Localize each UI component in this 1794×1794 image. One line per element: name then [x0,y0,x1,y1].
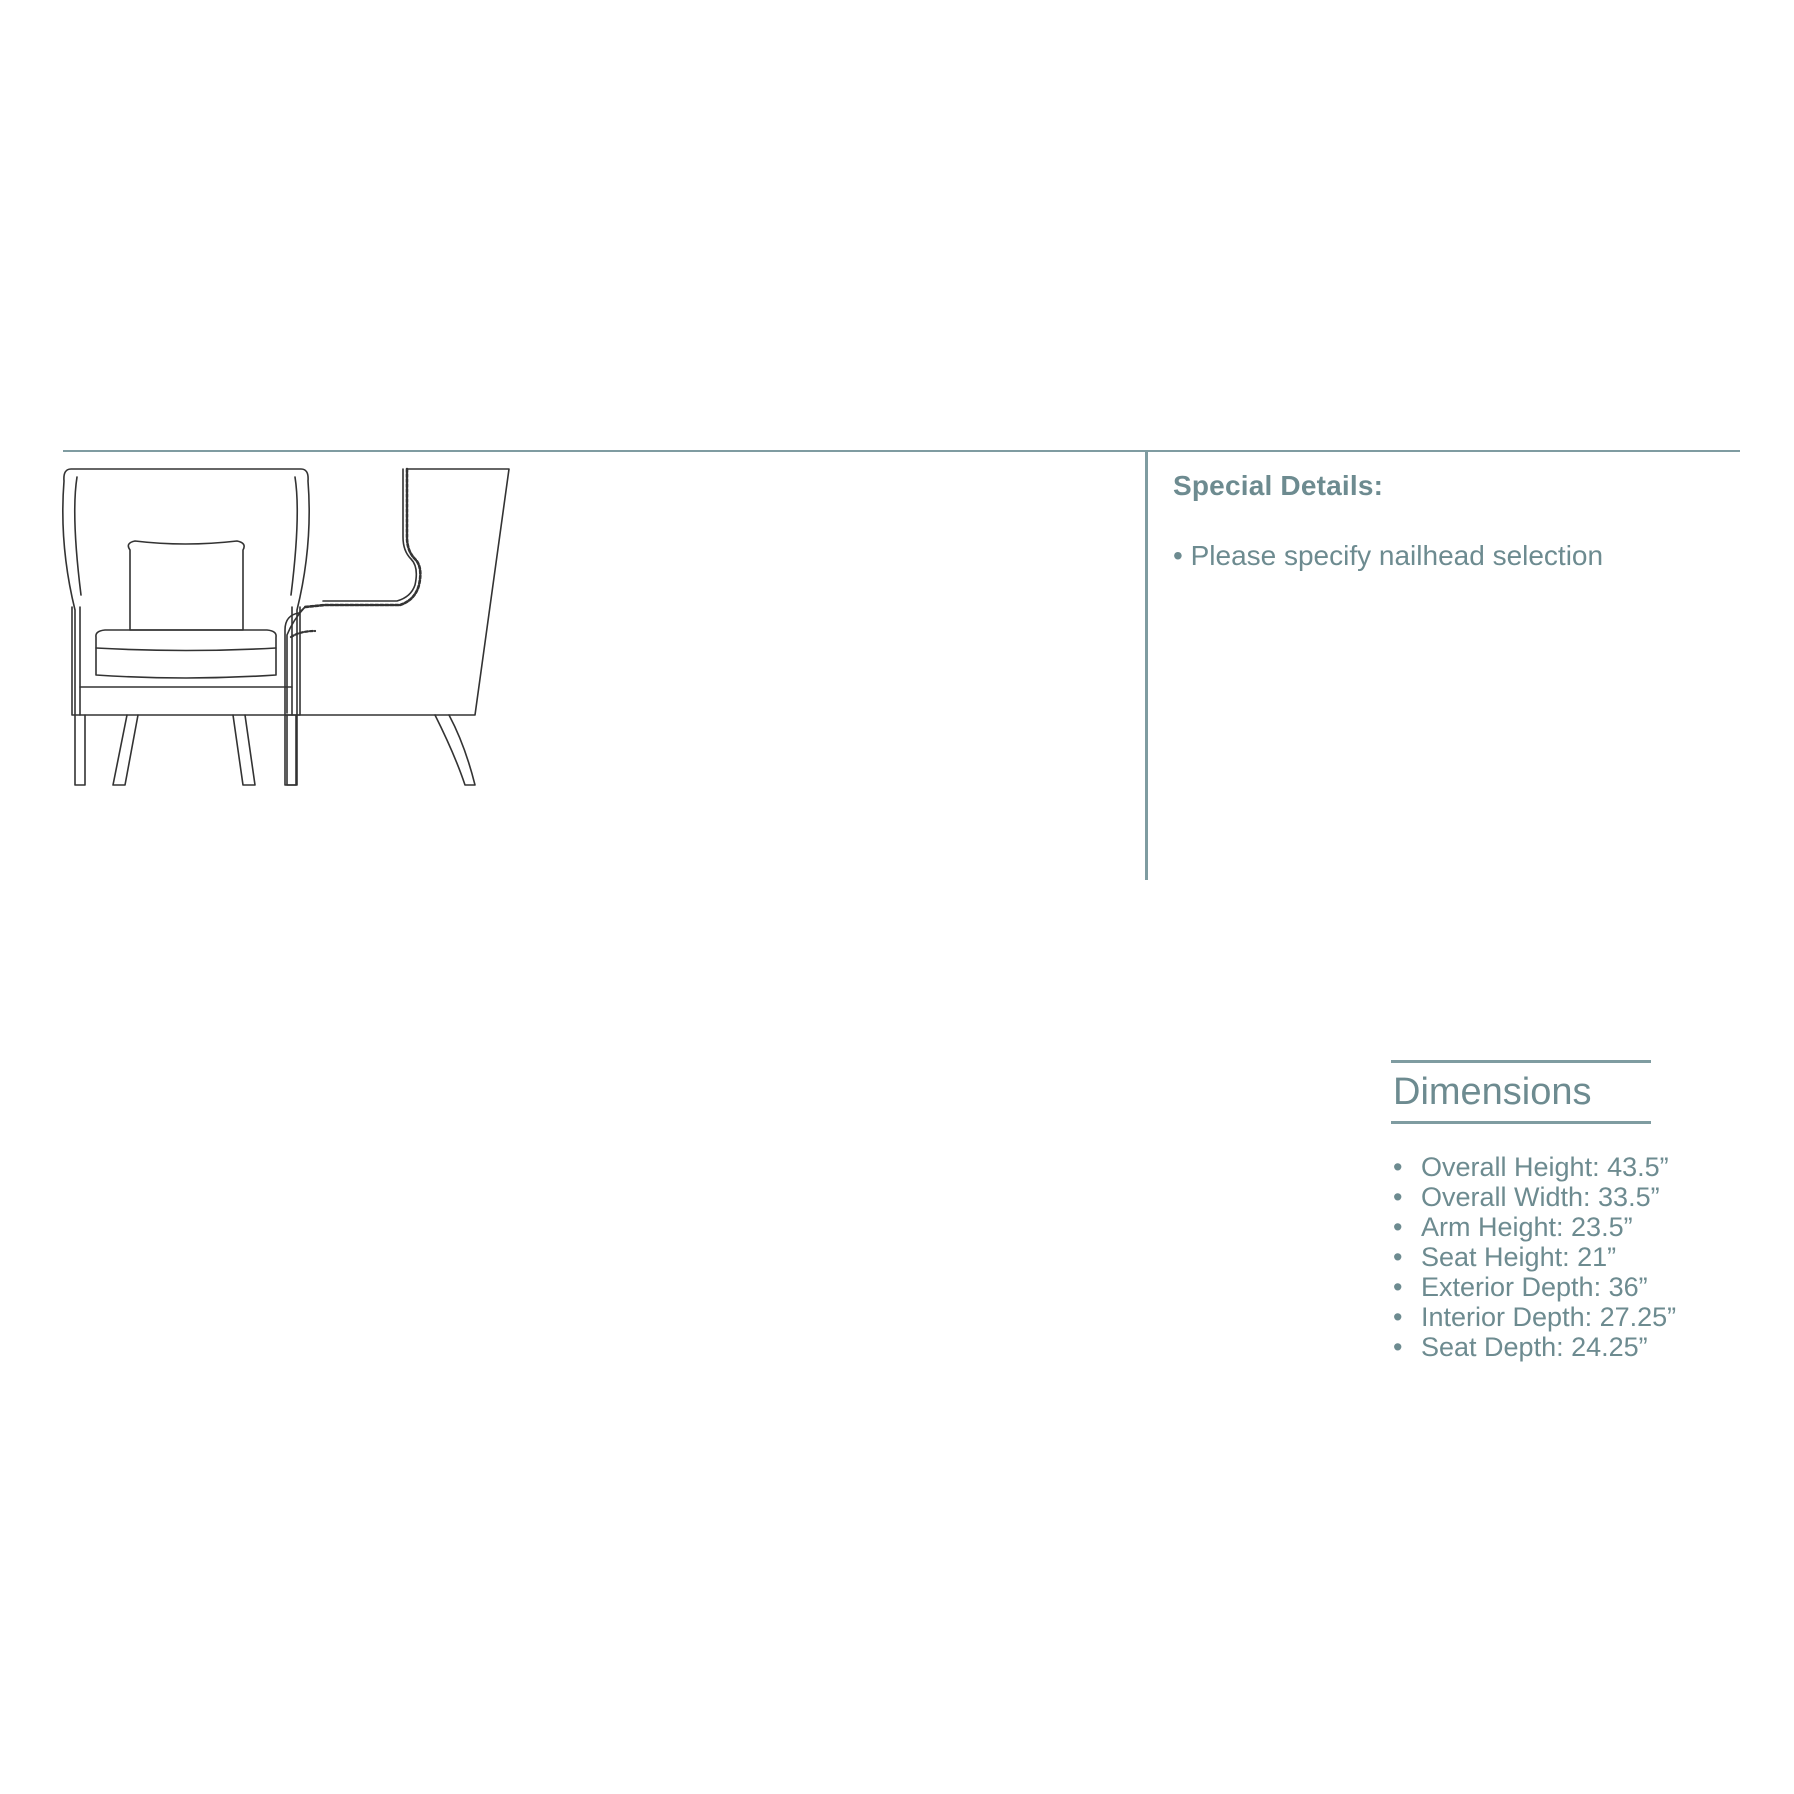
column-divider [1145,450,1148,880]
dimension-item: • Arm Height: 23.5” [1393,1212,1633,1242]
special-details-section [1173,470,1733,574]
dimension-item: • Seat Height: 21” [1393,1242,1617,1272]
header-divider [63,450,1740,452]
dimension-item: • Overall Width: 33.5” [1393,1182,1660,1212]
dimension-item: • Interior Depth: 27.25” [1393,1302,1677,1332]
dimensions-top-rule [1391,1060,1651,1063]
dimensions-title: Dimensions [1393,1071,1592,1113]
dimension-item: • Overall Height: 43.5” [1393,1152,1669,1182]
special-details-list [1173,538,1733,574]
special-details-title: Special Details: [1173,470,1384,501]
dimensions-section [1391,1060,1751,1362]
chair-line-drawing [55,455,615,800]
special-details-item: • Please specify nailhead selection [1173,538,1733,574]
dimensions-list [1391,1152,1751,1362]
dimensions-bottom-rule [1391,1121,1651,1124]
dimension-item: • Seat Depth: 24.25” [1393,1332,1648,1362]
chair-side-view [285,469,509,785]
dimension-item: • Exterior Depth: 36” [1393,1272,1648,1302]
chair-front-view [63,469,309,785]
